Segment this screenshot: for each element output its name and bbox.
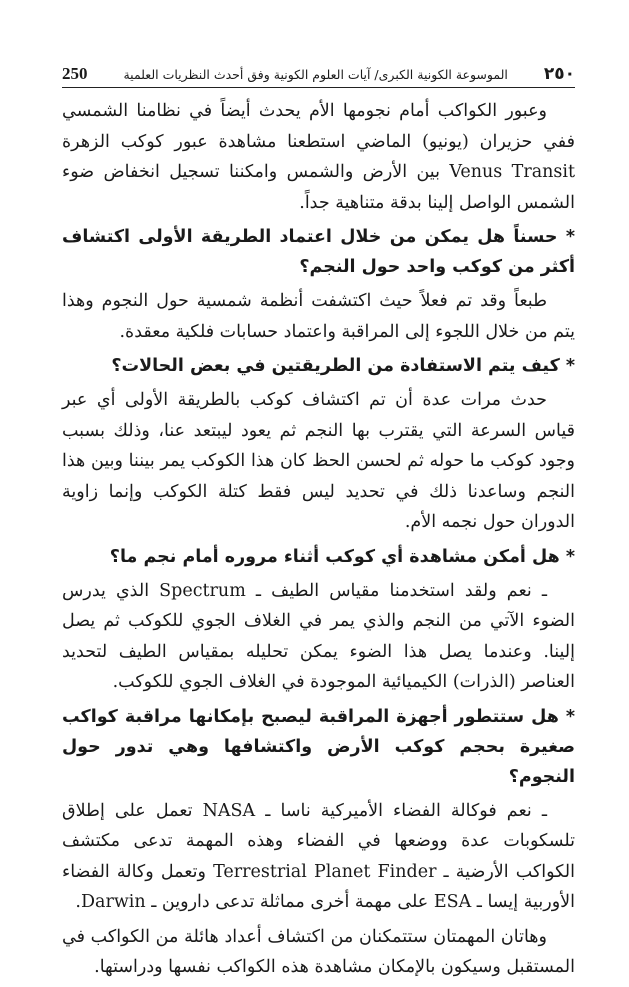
page-number-latin: 250 — [62, 64, 88, 83]
paragraph-missions: وهاتان المهمتان ستتمكنان من اكتشاف أعداد هائلة من الكواكب في المستقبل وسيكون بالإمكان مشاهدة هذه الكواكب نفسها ودراستها. — [62, 926, 575, 977]
page-number-arabic: ٢٥٠ — [543, 64, 575, 84]
question-first-method: * حسناً هل يمكن من خلال اعتماد الطريقة الأولى اكتشاف أكثر من كوكب واحد حول النجم؟ — [62, 227, 575, 277]
question-planet-transit: * هل أمكن مشاهدة أي كوكب أثناء مروره أمام نجم ما؟ — [109, 546, 575, 567]
header-rule — [62, 87, 575, 88]
paragraph-solar-systems: طبعاً وقد تم فعلاً حيث اكتشفت أنظمة شمسية حول النجوم وهذا يتم من خلال اللجوء إلى المراقبة واعتماد حسابات فلكية معقدة. — [62, 291, 575, 342]
page-body — [62, 96, 575, 987]
question-future-telescopes: * هل ستتطور أجهزة المراقبة ليصبح بإمكانها مراقبة كواكب صغيرة بحجم كوكب الأرض واكتشافها وهي تدور حول النجوم؟ — [62, 706, 575, 787]
paragraph-combined-methods: حدث مرات عدة أن تم اكتشاف كوكب بالطريقة الأولى أي عبر قياس السرعة التي يقترب بها النجم ثم يعود ليبتعد عنا، وذلك بسبب وجود كوكب ما حوله ثم لحسن الحظ كان هذا الكوكب يمر بيننا وبين هذا النجم وساعدنا ذلك في تحديد ليس فقط كتلة الكوكب وإنما زاوية الدوران حول نجمه الأم. — [62, 390, 575, 532]
paragraph-spectrum: ـ نعم ولقد استخدمنا مقياس الطيف ـ Spectrum الذي يدرس الضوء الآتي من النجم والذي يمر في الغلاف الجوي للكوكب ثم يصل إلينا. وعندما يصل هذا الضوء يمكن تحليله بمقياس الطيف لتحديد العناصر (الذرات) الكيميائية الموجودة في الغلاف الجوي للكوكب. — [62, 580, 575, 692]
question-both-methods: * كيف يتم الاستفادة من الطريقتين في بعض الحالات؟ — [111, 356, 575, 376]
running-title: الموسوعة الكونية الكبرى/ آيات العلوم الكونية وفق أحدث النظريات العلمية — [123, 67, 508, 82]
paragraph-venus-transit: وعبور الكواكب أمام نجومها الأم يحدث أيضاً في نظامنا الشمسي ففي حزيران (يونيو) الماضي استطعنا مشاهدة عبور كوكب الزهرة Venus Transit بين الأرض والشمس وامكننا تسجيل انخفاض ضوء الشمس الواصل إلينا بدقة متناهية جداً. — [62, 101, 576, 213]
paragraph-nasa-esa: ـ نعم فوكالة الفضاء الأميركية ناسا ـ NASA تعمل على إطلاق تلسكوبات عدة ووضعها في الفضاء وهذه المهمة تدعى مكتشف الكواكب الأرضية ـ Terrestrial Planet Finder وتعمل وكالة الفضاء الأوربية إيسا ـ ESA على مهمة أخرى مماثلة تدعى داروين ـ Darwin. — [62, 800, 575, 912]
page-header — [62, 58, 575, 84]
